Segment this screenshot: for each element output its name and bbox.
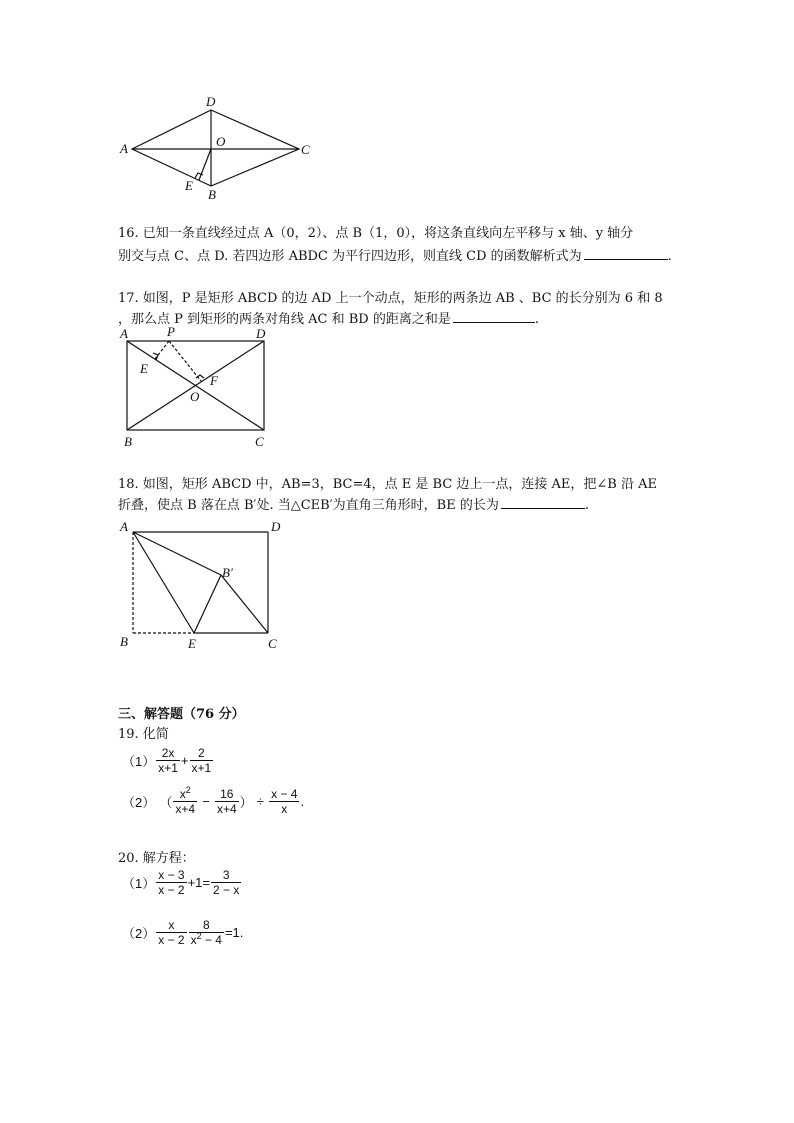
q17-line2-text: ，那么点 P 到矩形的两条对角线 AC 和 BD 的距离之和是 <box>118 312 451 327</box>
numerator: 3 <box>211 868 241 883</box>
q16-line2-text: 别交与点 C、点 D. 若四边形 ABDC 为平行四边形，则直线 CD 的函数解析式为 <box>118 249 582 264</box>
q18-answer-blank[interactable] <box>501 497 585 509</box>
fraction <box>156 918 186 947</box>
denominator: x+4 <box>175 802 196 816</box>
label-e: E <box>188 636 196 651</box>
denominator: x+1 <box>191 761 212 775</box>
perpendicular-pf <box>169 341 201 381</box>
segment-b1c <box>221 575 268 633</box>
q16-answer-blank[interactable] <box>584 248 668 260</box>
q19-part1-label: （1） <box>122 754 156 769</box>
numerator: x <box>156 918 186 933</box>
plus-sign: + <box>180 753 189 768</box>
label-d: D <box>271 519 281 534</box>
denominator: x+4 <box>216 802 237 816</box>
denominator-base: x <box>190 933 197 947</box>
label-p: P <box>167 324 175 339</box>
fraction <box>269 787 299 816</box>
fraction <box>173 787 197 816</box>
label-o: O <box>216 134 226 149</box>
denominator <box>189 933 224 947</box>
label-e: E <box>185 178 193 193</box>
denominator: x − 2 <box>158 883 185 897</box>
denominator: x − 2 <box>158 933 185 947</box>
numerator: x − 4 <box>271 787 298 801</box>
label-b-prime: B′ <box>222 565 233 580</box>
right-angle-mark-f <box>196 375 204 378</box>
label-b: B <box>208 187 216 202</box>
numerator: 16 <box>215 787 239 802</box>
fraction <box>189 918 224 947</box>
q19-title: 19. 化简 <box>118 727 169 742</box>
fraction <box>215 787 239 816</box>
q20-title: 20. 解方程： <box>118 851 195 866</box>
rhombus-figure <box>112 92 322 204</box>
plus-one-equals: +1= <box>187 875 211 890</box>
q16-line1: 16. 已知一条直线经过点 A（0，2）、点 B（1，0），将这条直线向左平移与 x 轴、y 轴分 <box>118 226 634 241</box>
label-d: D <box>206 94 216 109</box>
label-e: E <box>140 361 148 376</box>
divide-sign: ÷ <box>256 794 264 809</box>
label-c: C <box>268 636 277 651</box>
q20-part2-label: （2） <box>122 926 156 941</box>
fraction <box>211 868 241 897</box>
denominator-rest: − 4 <box>201 933 222 947</box>
numerator-base: x <box>179 787 186 801</box>
label-f: F <box>210 373 218 388</box>
label-a: A <box>120 519 128 534</box>
rectangle-fold-figure <box>112 514 292 654</box>
period: . <box>300 794 305 809</box>
perpendicular-oe <box>199 149 211 180</box>
numerator: 8 <box>189 918 224 933</box>
numerator: 2 <box>190 746 214 761</box>
q18-line2 <box>118 494 589 513</box>
q18-period: . <box>584 498 589 513</box>
numerator <box>173 787 197 802</box>
exponent: 2 <box>185 785 191 795</box>
numerator: 2x <box>156 746 180 761</box>
q18-line1: 18. 如图，矩形 ABCD 中，AB=3，BC=4，点 E 是 BC 边上一点，连接 AE，把∠B 沿 AE <box>118 477 657 492</box>
q16-period: . <box>667 249 672 264</box>
q20-part2 <box>122 918 243 947</box>
q20-part1-label: （1） <box>122 876 156 891</box>
close-paren: ） <box>239 795 253 810</box>
q18-line2-text: 折叠，使点 B 落在点 B′处. 当△CEB′为直角三角形时，BE 的长为 <box>118 498 499 513</box>
minus-sign: − <box>202 794 210 809</box>
equals-one: =1. <box>224 925 244 940</box>
label-o: O <box>190 389 200 404</box>
fraction <box>156 746 180 775</box>
open-paren: （ <box>159 795 173 810</box>
label-a: A <box>120 326 128 341</box>
numerator: x − 3 <box>158 868 185 882</box>
q16-line2 <box>118 245 672 264</box>
fraction <box>156 868 186 897</box>
denominator: x <box>281 802 288 816</box>
label-b: B <box>124 434 132 449</box>
q20-part1 <box>122 868 242 897</box>
q19-part2-label: （2） <box>122 795 156 810</box>
denominator: x+1 <box>158 761 178 775</box>
label-d: D <box>256 326 266 341</box>
label-b: B <box>120 634 128 649</box>
q17-answer-blank[interactable] <box>453 311 535 323</box>
section-title: 三、解答题（76 分） <box>118 707 245 722</box>
rectangle-diagonals-figure <box>112 322 282 454</box>
q19-part1 <box>122 746 214 775</box>
exponent: 2 <box>196 931 202 941</box>
label-c: C <box>255 434 264 449</box>
q19-part2 <box>122 787 304 816</box>
fraction <box>190 746 214 775</box>
segment-eb1 <box>194 575 221 633</box>
label-c: C <box>301 142 310 157</box>
q17-period: . <box>534 312 539 327</box>
label-a: A <box>120 141 128 156</box>
denominator: 2 − x <box>213 883 240 897</box>
q17-line1: 17. 如图，P 是矩形 ABCD 的边 AD 上一个动点，矩形的两条边 AB 、BC 的长分别为 6 和 8 <box>118 291 663 306</box>
